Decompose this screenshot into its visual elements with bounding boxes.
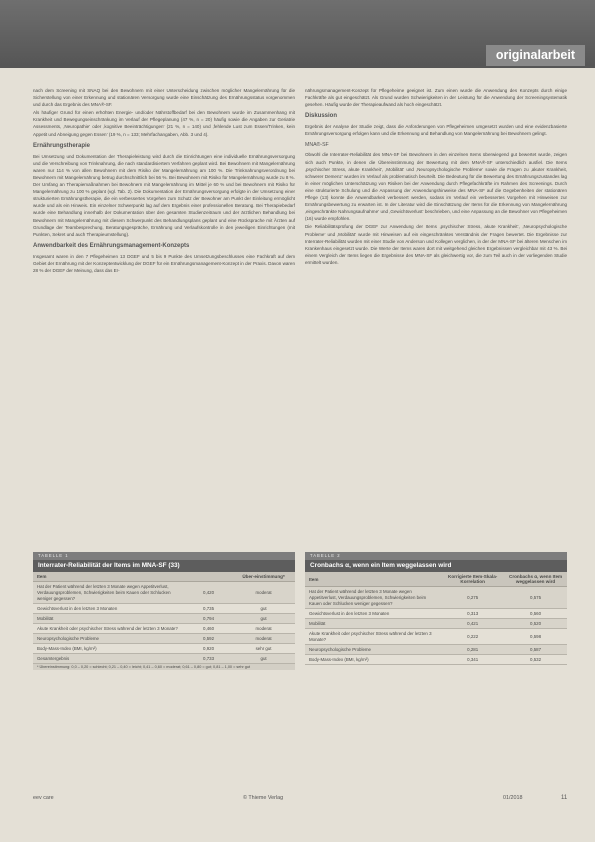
table-title: Interrater-Reliabilität der Items im MNA-SF (33)	[33, 560, 295, 572]
table-cell: 0,532	[504, 655, 567, 665]
left-column	[33, 87, 295, 275]
table-row	[33, 654, 295, 664]
table-row	[33, 644, 295, 654]
table-cell: moderat	[232, 634, 295, 644]
paragraph: Obwohl die Interrater-Reliabilität des MNA-SF bei Bewohnern in den einzelnen Items überwiegend gut bewertet wurde, zeigen sich auch Punkte, in denen die Übereinstimmung der Bewertung mit dem MNA®-SF unterschiedlich ausfiel. Die Items ‚psychischer Stress, akute Krankheit‘, ‚Mobilität‘ und ‚Neuropsychologische Probleme‘ sowie die Fragen zu ‚akuter Krankheit, schwerer Demenz‘ wurden im Verlauf als problematisch beurteilt. Die Bedeutung für die Bewertung des Ernährungszustandes lag in einer möglichen Unterschätzung von Risiken bei der Anwendung durch Pflegefachkräfte im Rahmen des Screenings. Durch eine strukturierte Schulung und die Anpassung der Anwendungshinweise des MNA-SF auf die Gegebenheiten der stationären Pflege (13) konnte die Anwendbarkeit verbessert werden, sodass im Verlauf ein verbessertes Vorgehen mit Hinweisen zur Ernährungsbewertung zu erwarten ist. In der Literatur wird die Einschätzung der Items für die Erkennung von Mangelernährung ‚eingeschränkte Nahrungsaufnahme‘ und ‚Gewichtsverlust‘ beschrieben, und eine Anpassung an die Bewohner von Pflegeheimen (16) wurde empfohlen.	[305, 152, 567, 222]
table-row	[33, 634, 295, 644]
table-cell: 0,575	[504, 587, 567, 609]
table-cell: gut	[232, 604, 295, 614]
table-row	[305, 629, 567, 645]
table-cell: Neuropsychologische Probleme	[33, 634, 185, 644]
table-cell: 0,587	[504, 645, 567, 655]
col-header: Über-einstimmung*	[232, 572, 295, 582]
table-cell: Hat der Patient während der letzten 3 Monate wegen Appetitverlust, Verdauungsproblemen, Schwierigkeiten beim Kauen oder Schlucken weniger gegessen?	[33, 582, 185, 604]
table-cell: Hat der Patient während der letzten 3 Monate wegen Appetitverlust, Verdauungsproblemen, Schwierigkeiten beim Kauen oder Schlucken weniger gegessen?	[305, 587, 441, 609]
paragraph: Die Reliabilitätsprüfung der DGEF zur Anwendung der Items ‚psychischer Stress, akute Krankheit‘, ‚Neuropsychologische Probleme‘ und ‚Mobilität‘ wurde mit Hinweisen auf ein eingeschränktes Verständnis der Fragen bewertet. Die Ergebnisse zur Interrater-Reliabilität wurden mit einer Studie von Anderson und Kollegen verglichen, in der der MNA-SF bei älteren Menschen im Krankenhaus eingesetzt wurde. Die Werte der Items waren dort mit weitgehend gleichen Ergebnissen vergleichbar mit 43 %. Bei einem Vergleich der Items liegen die Ergebnisse des MNA-SF als gleichwertig vor, die zum Teil auch in der vorliegenden Studie ermittelt wurden.	[305, 224, 567, 265]
table-row	[305, 619, 567, 629]
table-cell: 0,421	[441, 619, 504, 629]
paragraph: Insgesamt waren in den 7 Pflegeheimen 13 DGEF und 5 bis 9 Punkte des Umsetzungsbeschlusses eine Fachkraft auf dem Gebiet der Ernährung mit der Konzeptentwicklung der DGEF für ein Ernährungsmanagement-Konzept in der Praxis. Davon waren 28 % der DGEF der Meinung, dass das Er-	[33, 253, 295, 273]
table-footnote: * Übereinstimmung: 0,0 – 0,20 = schlecht; 0,21 – 0,40 = leicht; 0,41 – 0,60 = moderat; 0,61 – 0,80 = gut; 0,81 – 1,00 = sehr gut	[33, 664, 295, 670]
table-cell: 0,560	[504, 609, 567, 619]
paragraph: Als häufiger Grund für einen erhöhten Energie- und/oder Nährstoffbedarf bei den Bewohnern wurde im Zusammenhang mit Krankheit und Bewegungseinschränkung im Verlauf der Pflegeplanung (47 %, n = 20) häufig sowie die Angaben zur Geriatrie Assessments, ‚Neuropathie‘ oder ‚kognitive Beeinträchtigungen‘ (21 %, n = 140) und ‚fehlende Lust zum Essen/Trinken, kein Appetit und Abneigung gegen Essen‘ (19 %, n = 133; Mehrfachangaben, Abb. 3 und 4).	[33, 110, 295, 137]
paragraph: nährungsmanagement-Konzept für Pflegeheime geeignet ist. Zum einen wurde die Anwendung des Konzepts durch einige Fachkräfte als gut eingeschätzt. Als Grund wurden Schwierigkeiten in der Leistung für die Anwendung der Screeningsystematik gesehen. Häufig wurde der Therapieaufwand als hoch eingeschätzt.	[305, 88, 567, 108]
table-row	[305, 655, 567, 665]
table-label: TABELLE 1	[33, 552, 295, 560]
section-title: originalarbeit	[486, 45, 585, 66]
table-row	[305, 609, 567, 619]
table-cell: moderat	[232, 624, 295, 634]
section-heading: Diskussion	[305, 113, 338, 120]
table-cell: 0,733	[185, 654, 232, 664]
table-row	[33, 624, 295, 634]
section-heading: Anwendbarkeit des Ernährungsmanagement-Konzepts	[33, 242, 190, 249]
page-number: 11	[561, 795, 568, 801]
issue-number: 01/2018	[503, 795, 523, 801]
table-1	[33, 552, 295, 670]
table-cell: Mobilität	[33, 614, 185, 624]
table-cell: Body-Mass-Index (BMI, kg/m²)	[305, 655, 441, 665]
table-header-row	[305, 572, 567, 587]
col-header: Item	[33, 572, 185, 582]
right-column	[305, 87, 567, 267]
table-cell: Mobilität	[305, 619, 441, 629]
table-cell: moderat	[232, 582, 295, 604]
table-row	[33, 604, 295, 614]
table-label: TABELLE 2	[305, 552, 567, 560]
table-cell: 0,275	[441, 587, 504, 609]
paragraph: nach dem Screening mit SNAQ bei den Bewohnern mit einer Unterscheidung zwischen möglicher Mangelernährung für die Sicherstellung von einer Erkennung und stationären Versorgung wurde eine Einschätzung des Ernährungsstatus vorgenommen und durch das Ergebnis des MNA®-SF.	[33, 88, 295, 108]
table-cell: 0,794	[185, 614, 232, 624]
journal-name: eev care	[33, 795, 54, 801]
table-cell: Neuropsychologische Probleme	[305, 645, 441, 655]
table-row	[305, 645, 567, 655]
table-cell: 0,313	[441, 609, 504, 619]
table-grid	[305, 572, 567, 665]
table-cell: 0,920	[185, 644, 232, 654]
table-cell: 0,520	[504, 619, 567, 629]
table-cell: gut	[232, 614, 295, 624]
table-cell: Akute Krankheit oder psychischer Stress während der letzten 3 Monate?	[33, 624, 185, 634]
table-cell: gut	[232, 654, 295, 664]
table-row	[305, 587, 567, 609]
table-header-row	[33, 572, 295, 582]
table-cell: Akute Krankheit oder psychischer Stress während der letzten 3 Monate?	[305, 629, 441, 645]
table-cell: Gewichtsverlust in den letzten 3 Monaten	[33, 604, 185, 614]
publisher-copyright: © Thieme Verlag	[243, 795, 284, 801]
table-cell: sehr gut	[232, 644, 295, 654]
table-cell: Body-Mass-Index (BMI, kg/m²)	[33, 644, 185, 654]
table-cell: 0,592	[185, 634, 232, 644]
col-header: Cronbachs α, wenn Item weggelassen wird	[504, 572, 567, 587]
subsection-heading: MNA®-SF	[305, 142, 329, 149]
section-heading: Ernährungstherapie	[33, 142, 91, 149]
table-cell: 0,735	[185, 604, 232, 614]
table-cell: 0,598	[504, 629, 567, 645]
table-cell: 0,420	[185, 582, 232, 604]
table-cell: 0,281	[441, 645, 504, 655]
table-title: Cronbachs α, wenn ein Item weggelassen wird	[305, 560, 567, 572]
paragraph: Ergebnis der Analyse der Studie zeigt, dass die Anforderungen von Pflegeheimen umgesetzt wurden und eine evidenzbasierte Ernährungsversorgung erfolgen kann und die Erkennung und Behandlung von Mangelernährung bei Bewohnern gelingt.	[305, 124, 567, 137]
table-2	[305, 552, 567, 665]
table-row	[33, 614, 295, 624]
col-header	[185, 572, 232, 582]
table-cell: Gesamtergebnis	[33, 654, 185, 664]
table-cell: 0,222	[441, 629, 504, 645]
table-cell: 0,341	[441, 655, 504, 665]
paragraph: Bei Umsetzung und Dokumentation der Therapieleistung wird durch die Einrichtungen eine individuelle Ernährungsversorgung und die Verschreibung von Trinknahrung, die nach standardisiertem Verfahren geplant wird. Bei Bewohnern mit Mangelernährung waren nur 114 % von allen Bewohnern mit dem Risiko der Mangelernährung am 100 %. Die Trinknahrungsverordnung bei Bewohnern mit Mangelernährung betrug durchschnittlich bei 56 %. Bei Bewohnern mit Risiko für Mangelernährung wurde zu 8 %. Der Umfang an Therapiemaßnahmen bei Bewohnern mit Mangelernährung im Mittel je 60 % und bei Bewohnern mit Risiko für Mangelernährung zu 100 % geplant (vgl. Tab. 2). Die Dokumentation der Ernährungsversorgung erfolgte in der Umsetzung einer strukturierten Ernährungstherapie, die ein verbessertes Vorgehen zum Schutz der Bewohner am Punkt der Einleitung ermöglicht wurde und als ein Hinweis. Ein einzelner Schwerpunkt lag auf dem Ergebnis einer professionellen Beratung. Bei Therapiebedarf wurde eine Behandlung innerhalb der Dokumentation über den gesamten Studienzeitraum und der ärztlichen Behandlung bei Bewohnern mit Mangelernährung mit diesem Schwerpunkt des Behandlungsplans geplant und eine Rücksprache mit Ärzten auf Grundlage der Teambesprechung, Beratungsgespräche, Ernährung und Verlaufskontrolle in den jeweiligen Einrichtungen (mit Punkten, Sekret und auch Therapieumstellung).	[33, 153, 295, 237]
table-row	[33, 582, 295, 604]
col-header: Item	[305, 572, 441, 587]
col-header: Korrigierte Item-Skala-Korrelation	[441, 572, 504, 587]
table-cell: 0,460	[185, 624, 232, 634]
table-grid	[33, 572, 295, 664]
table-cell: Gewichtsverlust in den letzten 3 Monaten	[305, 609, 441, 619]
